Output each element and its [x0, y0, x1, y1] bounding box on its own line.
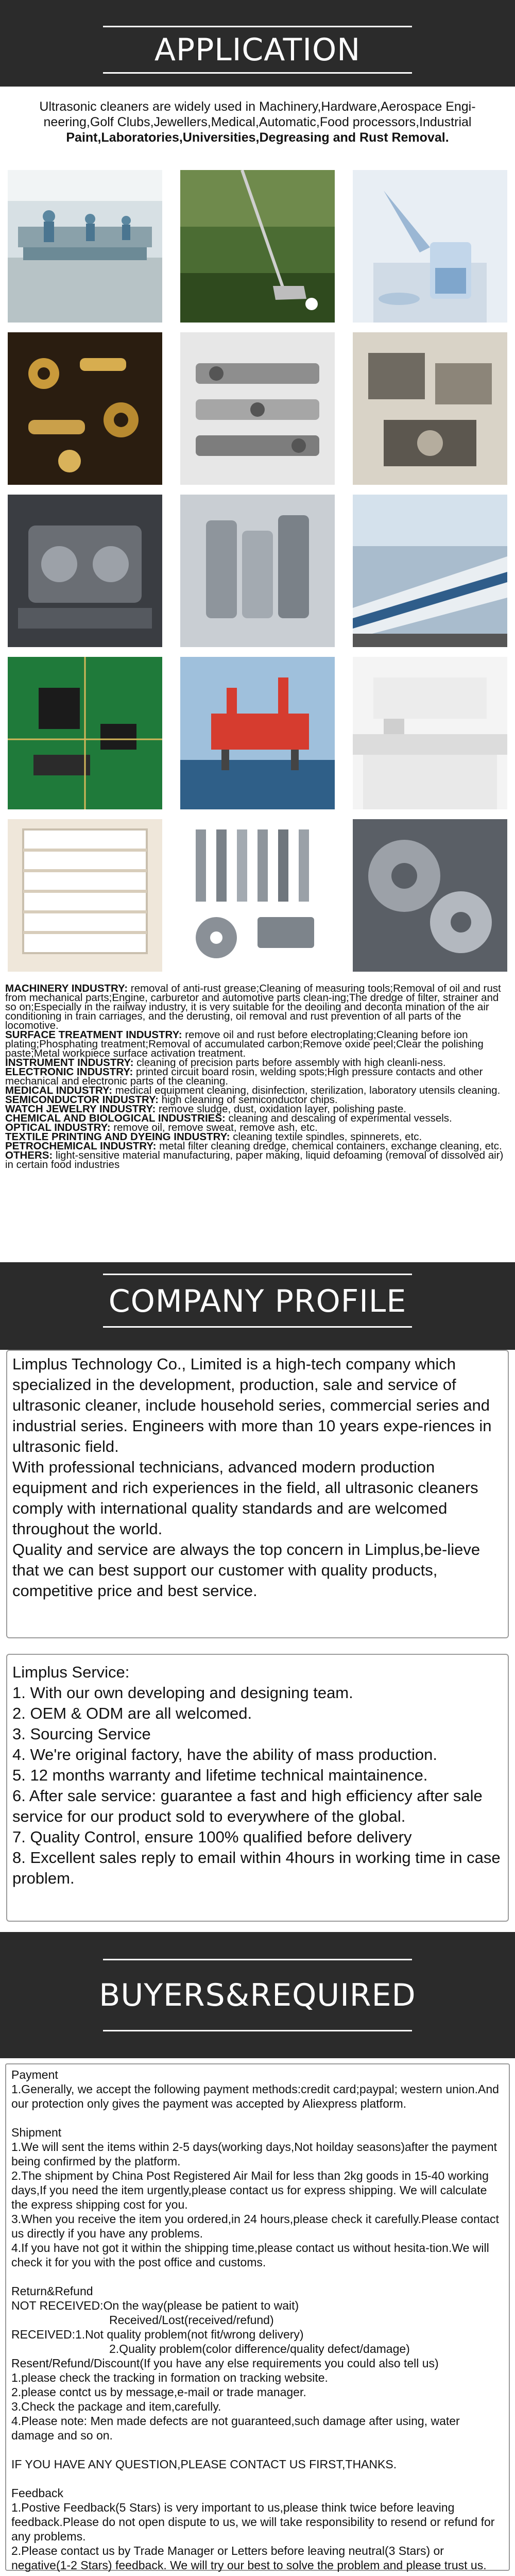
banner-divider: [103, 72, 412, 74]
drill-bits-and-cutters-photo: [180, 819, 335, 972]
banner-divider: [103, 1326, 412, 1328]
service-item: 6. After sale service: guarantee a fast and high efficiency after sale service for our product sold to everywhere of the global.: [12, 1787, 483, 1825]
company-profile-title: COMPANY PROFILE: [108, 1283, 407, 1319]
laboratory-pipette-photo: [353, 170, 507, 323]
shipment-text: 1.We will sent the items within 2-5 days(working days,Not hoilday seasons)after the payment being confirmed by the platform.: [11, 2140, 497, 2168]
feedback-heading: Feedback: [11, 2486, 64, 2500]
electronic-relay-components-photo: [353, 332, 507, 485]
industry-description: high cleaning of semiconductor chips.: [159, 1094, 338, 1106]
engine-photo: [8, 495, 162, 647]
return-refund-heading: Return&Refund: [11, 2284, 93, 2298]
application-intro-text: Ultrasonic cleaners are widely used in Machinery,Hardware,Aerospace Engi-neering,Golf Clubs,Jewellers,Medical,Automatic,Food processors,Industrial: [39, 99, 476, 129]
golf-club-photo: [180, 170, 335, 323]
return-refund-text: Resent/Refund/Discount(If you have any else requirements you could also tell us): [11, 2357, 439, 2370]
industry-description: cleaning and descaling of experimental vessels.: [225, 1112, 452, 1124]
industry-item: [5, 1067, 510, 1086]
payment-heading: Payment: [11, 2068, 58, 2081]
application-title: APPLICATION: [154, 32, 361, 68]
industry-name: MACHINERY INDUSTRY:: [5, 982, 128, 994]
return-refund-text: 4.Please note: Men made defects are not guaranteed,such damage after using, water damage and so on.: [11, 2414, 460, 2442]
return-refund-text: 3.Check the package and item,carefully.: [11, 2400, 221, 2413]
banner-divider: [103, 26, 412, 27]
industry-name: SURFACE TREATMENT INDUSTRY:: [5, 1029, 182, 1041]
banner-divider: [103, 1959, 412, 1960]
service-item: 2. OEM & ODM are all welcomed.: [12, 1704, 252, 1722]
brass-hardware-parts-photo: [8, 332, 162, 485]
buyers-required-box: [5, 2063, 510, 2571]
window-blinds-photo: [8, 819, 162, 972]
return-refund-text: RECEIVED:1.Not quality problem(not fit/wrong delivery): [11, 2328, 304, 2341]
medical-laboratory-photo: [353, 657, 507, 809]
return-refund-text: 2.Quality problem(color difference/quality defect/damage): [109, 2342, 410, 2355]
piston-parts-photo: [180, 495, 335, 647]
industry-description: cleaning of precision parts before assembly with high cleanli-ness.: [133, 1057, 446, 1069]
contact-notice: IF YOU HAVE ANY QUESTION,PLEASE CONTACT US FIRST,THANKS.: [11, 2458, 397, 2471]
offshore-oil-platform-photo: [180, 657, 335, 809]
banner-divider: [103, 1274, 412, 1275]
shipment-text: 4.If you have not got it within the shipping time,please contact us without hesita-tion.We will check it for you with the post office and customs.: [11, 2241, 489, 2269]
banner-divider: [103, 2030, 412, 2031]
feedback-text: 1.Postive Feedback(5 Stars) is very important to us,please think twice before leaving feedback.Please do not open dispute to us, we will take responsibility to resend or refund for any problems.: [11, 2501, 495, 2543]
industry-name: OTHERS:: [5, 1149, 53, 1161]
industry-name: INSTRUMENT INDUSTRY:: [5, 1057, 134, 1069]
industry-item: [5, 984, 510, 1030]
service-item: 8. Excellent sales reply to email within 4hours in working time in case problem.: [12, 1849, 501, 1887]
service-item: 5. 12 months warranty and lifetime technical maintainence.: [12, 1766, 428, 1784]
industry-item: [5, 1151, 510, 1170]
industry-name: WATCH JEWELRY INDUSTRY:: [5, 1103, 156, 1115]
profile-paragraph: Limplus Technology Co., Limited is a high-tech company which specialized in the development, production, sale and service of ultrasonic cleaner, include household series, commercial series and industrial series. Engineers with more than 10 years expe-riences in ultrasonic field.: [12, 1355, 492, 1455]
application-banner: [0, 0, 515, 87]
circuit-board-photo: [8, 657, 162, 809]
return-refund-text: 1.please check the tracking in formation on tracking website.: [11, 2371, 328, 2384]
return-refund-text: NOT RECEIVED:On the way(please be patient to wait): [11, 2299, 299, 2312]
industry-description: printed circuit board rosin, welding spots;High pressure contacts and other mechanical and electronic parts of the cleaning.: [5, 1066, 483, 1087]
payment-text: 1.Generally, we accept the following payment methods:credit card;paypal; western union.And our protection only gives the payment was accepted by Aliexpress platform.: [11, 2082, 499, 2110]
profile-paragraph: Quality and service are always the top concern in Limplus,be-lieve that we can best support our customer with quality products, competitive price and best service.: [12, 1540, 480, 1600]
shipment-heading: Shipment: [11, 2126, 62, 2139]
industry-name: MEDICAL INDUSTRY:: [5, 1084, 113, 1096]
buyers-required-banner: [0, 1932, 515, 2058]
buyers-required-title: BUYERS&REQUIRED: [99, 1977, 416, 2013]
application-intro-bold: Paint,Laboratories,Universities,Degreasing and Rust Removal.: [66, 130, 449, 145]
profile-paragraph: With professional technicians, advanced modern production equipment and rich experiences in the field, all ultrasonic cleaners comply with international quality standards and are welcomed throughout the world.: [12, 1458, 478, 1538]
industry-description: light-sensitive material manufacturing, paper making, liquid defoaming (removal of dissolved air) in certain food industries: [5, 1149, 504, 1171]
service-item: 7. Quality Control, ensure 100% qualified before delivery: [12, 1828, 412, 1846]
service-title: Limplus Service:: [12, 1663, 130, 1681]
limplus-service-box: [6, 1654, 509, 1922]
industry-name: SEMICONDUCTOR INDUSTRY:: [5, 1094, 159, 1106]
industry-name: CHEMICAL AND BIOLOGICAL INDUSTRIES:: [5, 1112, 226, 1124]
industry-description: removal of anti-rust grease;Cleaning of measuring tools;Removal of oil and rust from mechanical parts;Engine, carburetor and automotive parts clean-ing;The dredge of filter, strainer and so on;Especially in the railway industry, it is very suitable for the deoiling and deconta mination of the air conditioning in train carriages, and the derusting, oil removal and rust prevention of all parts of the locomotive.: [5, 982, 501, 1031]
industry-applications-list: [5, 984, 510, 1170]
service-item: 4. We're original factory, have the ability of mass production.: [12, 1745, 437, 1764]
service-item: 3. Sourcing Service: [12, 1725, 151, 1743]
gears-machinery-photo: [353, 819, 507, 972]
industry-name: TEXTILE PRINTING AND DYEING INDUSTRY:: [5, 1131, 230, 1143]
application-intro: [8, 99, 507, 145]
return-refund-text: Received/Lost(received/refund): [109, 2313, 274, 2327]
industry-item: [5, 1030, 510, 1058]
industry-description: medical equipment cleaning, disinfection, sterilization, laboratory utensils cleaning.: [112, 1084, 501, 1096]
industry-description: remove sludge, dust, oxidation layer, polishing paste.: [156, 1103, 406, 1115]
industry-name: PETROCHEMICAL INDUSTRY:: [5, 1140, 157, 1152]
return-refund-text: 2.please contct us by message,e-mail or trade manager.: [11, 2385, 306, 2399]
company-profile-box: [6, 1350, 509, 1638]
industry-description: remove oil and rust before electroplating;Cleaning before ion plating;Phosphating treatment;Removal of accumulated carbon;Remove oxide peel;Clear the polishing paste;Metal workpiece surface activation treatment.: [5, 1029, 484, 1059]
industry-name: ELECTRONIC INDUSTRY:: [5, 1066, 133, 1078]
feedback-text: 2.Please contact us by Trade Manager or Letters before leaving neutral(3 Stars) or negative(1-2 Stars) feedback. We will try our best to solve the problem and please trust us.: [11, 2544, 487, 2572]
service-item: 1. With our own developing and designing team.: [12, 1684, 353, 1702]
railway-train-photo: [353, 495, 507, 647]
automotive-parts-photo: [180, 332, 335, 485]
industry-name: OPTICAL INDUSTRY:: [5, 1122, 111, 1133]
shipment-text: 2.The shipment by China Post Registered Air Mail for less than 2kg goods in 15-40 working days,If you need the item urgently,please contact us for express shipping. We will calculate the express shipping cost for you.: [11, 2169, 489, 2211]
company-profile-banner: [0, 1262, 515, 1350]
shipment-text: 3.When you receive the item you ordered,in 24 hours,please check it carefully.Please contact us directly if you have any problems.: [11, 2212, 499, 2240]
industry-description: remove oil, remove sweat, remove ash, etc.: [110, 1122, 318, 1133]
factory-production-line-photo: [8, 170, 162, 323]
industry-description: metal filter cleaning dredge, chemical containers, exchange cleaning, etc.: [156, 1140, 502, 1152]
industry-description: cleaning textile spindles, spinnerets, etc.: [230, 1131, 422, 1143]
